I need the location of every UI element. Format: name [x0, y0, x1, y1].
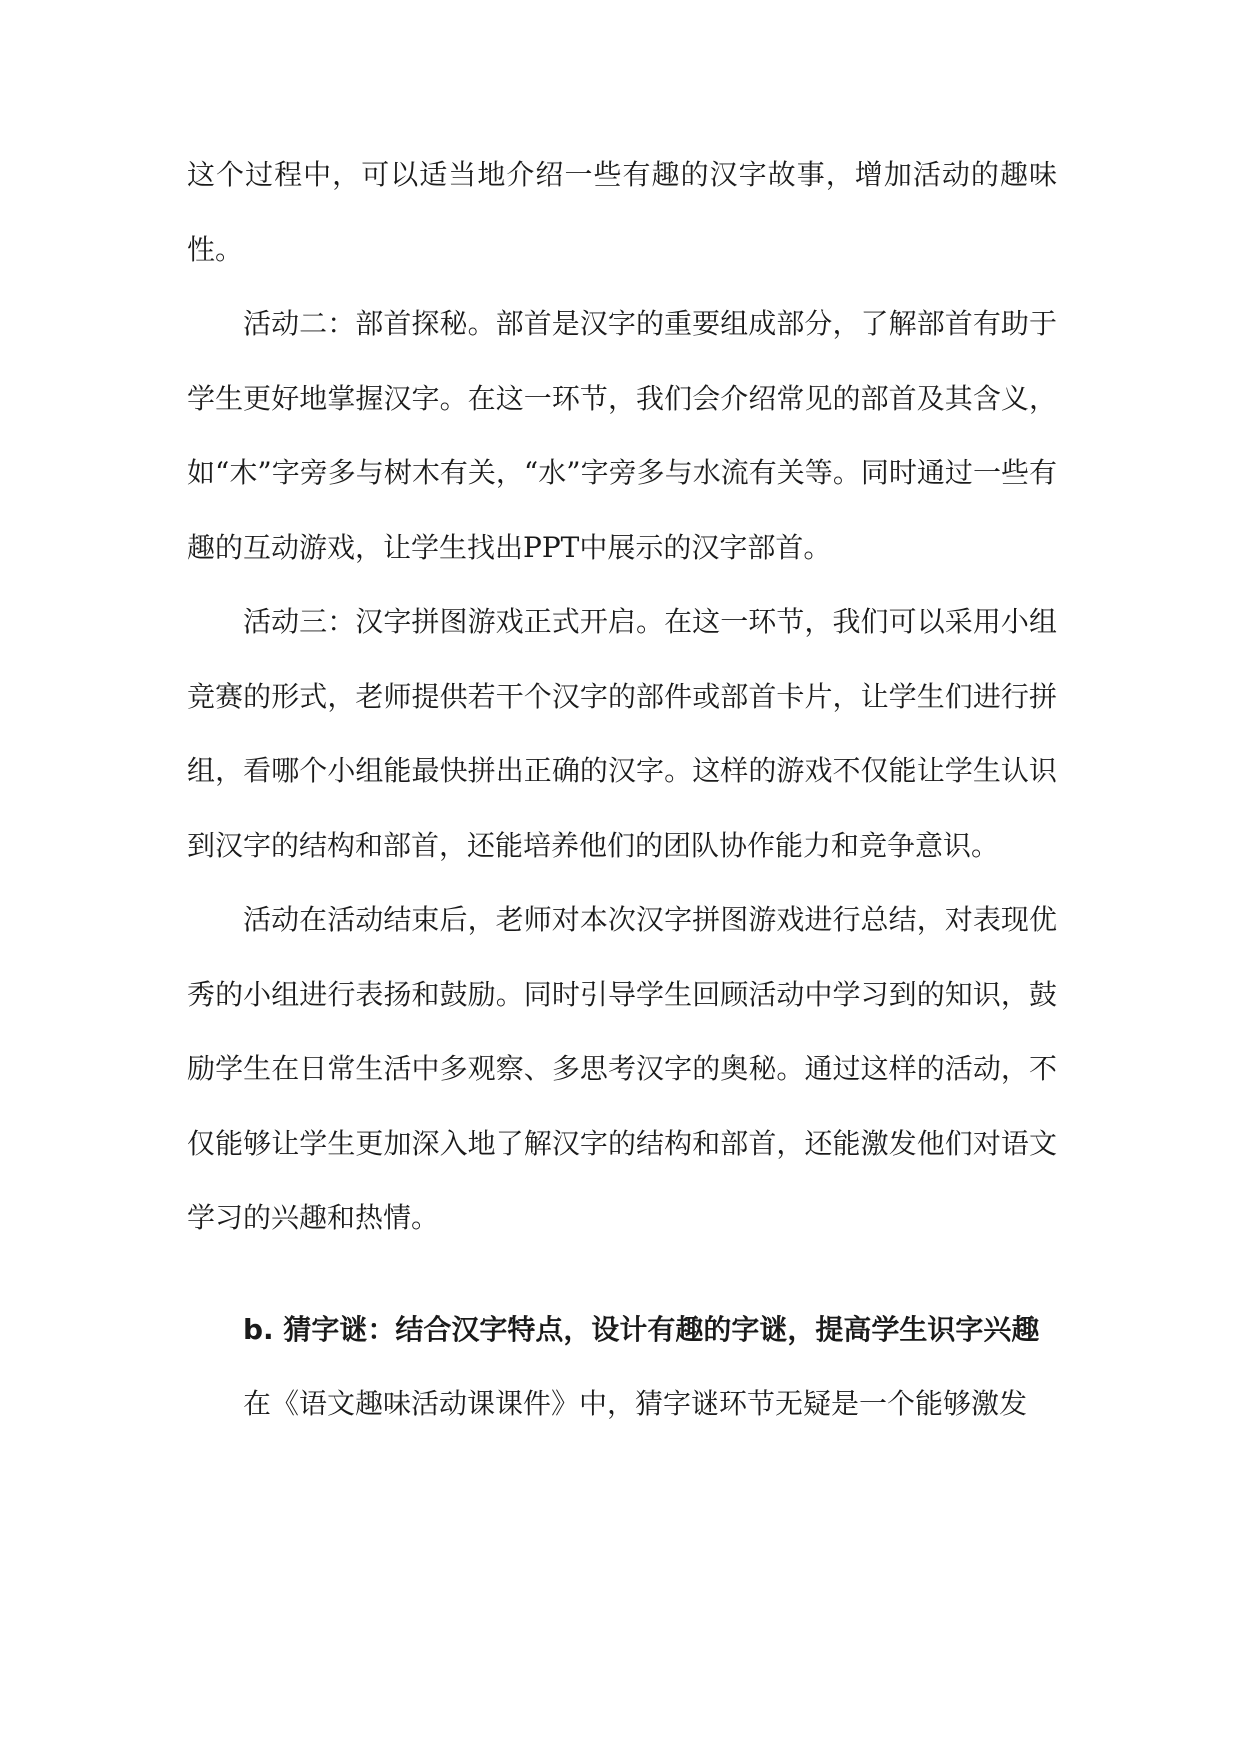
- paragraph-continuation: 这个过程中，可以适当地介绍一些有趣的汉字故事，增加活动的趣味性。: [187, 158, 1057, 266]
- paragraph-activity-two: 活动二：部首探秘。部首是汉字的重要组成部分，了解部首有助于学生更好地掌握汉字。在这一环节，我们会介绍常见的部首及其含义，如“木”字旁多与树木有关，“水”字旁多与水流有关等。同时通过一些有趣的互动游戏，让学生找出PPT中展示的汉字部首。: [187, 307, 1057, 564]
- paragraph-activity-summary: 活动在活动结束后，老师对本次汉字拼图游戏进行总结，对表现优秀的小组进行表扬和鼓励。同时引导学生回顾活动中学习到的知识，鼓励学生在日常生活中多观察、多思考汉字的奥秘。通过这样的活动，不仅能够让学生更加深入地了解汉字的结构和部首，还能激发他们对语文学习的兴趣和热情。: [187, 903, 1057, 1234]
- document-body: [187, 138, 1057, 1442]
- paragraph-activity-three: 活动三：汉字拼图游戏正式开启。在这一环节，我们可以采用小组竞赛的形式，老师提供若干个汉字的部件或部首卡片，让学生们进行拼组，看哪个小组能最快拼出正确的汉字。这样的游戏不仅能让学生认识到汉字的结构和部首，还能培养他们的团队协作能力和竞争意识。: [187, 605, 1057, 862]
- paragraph-riddle-intro: 在《语文趣味活动课课件》中，猜字谜环节无疑是一个能够激发: [243, 1387, 1028, 1420]
- section-heading: b. 猜字谜：结合汉字特点，设计有趣的字谜，提高学生识字兴趣: [243, 1312, 1040, 1346]
